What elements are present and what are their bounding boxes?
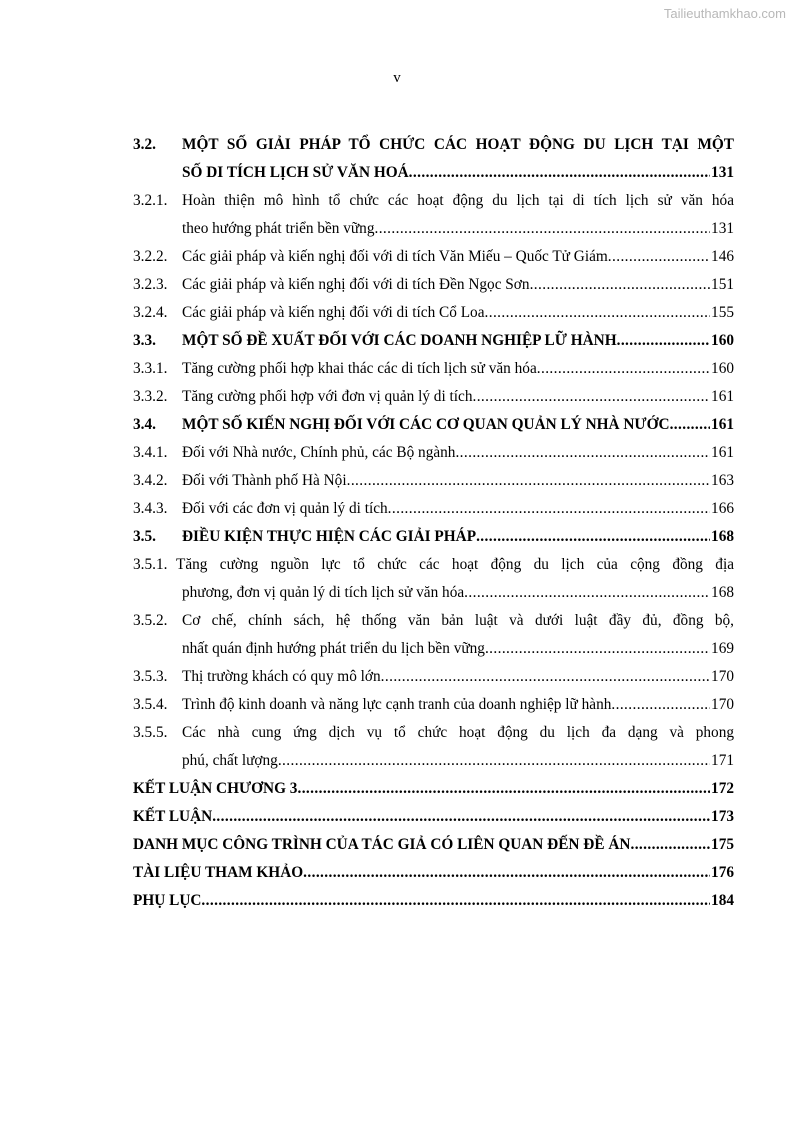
toc-number: 3.2.3.: [133, 276, 168, 293]
toc-page: 166: [711, 500, 734, 517]
toc-title: Hoàn thiện mô hình tổ chức các hoạt động du lịch tại di tích lịch sử văn hóa: [182, 192, 734, 209]
toc-title: KẾT LUẬN CHƯƠNG 3: [133, 780, 298, 797]
toc-leader: [455, 439, 710, 467]
toc-page: 176: [711, 864, 734, 881]
toc-number: 3.4.1.: [133, 444, 168, 461]
toc-page: 146: [711, 248, 734, 265]
toc-number: 3.2.: [133, 136, 156, 153]
toc-entry-3-5-1[interactable]: [133, 551, 734, 579]
toc-number: 3.2.4.: [133, 304, 168, 321]
toc-title: Các giải pháp và kiến nghị đối với di tích Cổ Loa: [182, 304, 485, 321]
toc-title: Các giải pháp và kiến nghị đối với di tích Văn Miếu – Quốc Tử Giám: [182, 248, 608, 265]
toc-title: TÀI LIỆU THAM KHẢO: [133, 864, 304, 881]
toc-title: Thị trường khách có quy mô lớn: [182, 668, 381, 685]
toc-entry-3-5-4[interactable]: [133, 691, 734, 719]
toc-leader: [381, 663, 710, 691]
toc-number: 3.4.: [133, 416, 156, 433]
toc-title: KẾT LUẬN: [133, 808, 213, 825]
toc-entry-3-5-3[interactable]: [133, 663, 734, 691]
toc-leader: [297, 775, 710, 803]
toc-leader: [537, 355, 710, 383]
toc-page: 161: [711, 388, 734, 405]
toc-title: Các giải pháp và kiến nghị đối với di tích Đền Ngọc Sơn: [182, 276, 530, 293]
toc-entry-3-4-1[interactable]: [133, 439, 734, 467]
toc-page: 161: [711, 444, 734, 461]
toc-number: 3.4.2.: [133, 472, 168, 489]
toc-page: 160: [711, 360, 734, 377]
toc-entry-3-2-cont[interactable]: [133, 159, 734, 187]
toc-entry-ket-luan-chuong-3[interactable]: [133, 775, 734, 803]
toc-leader: [409, 159, 710, 187]
toc-page: 131: [711, 164, 734, 181]
toc-leader: [212, 803, 710, 831]
toc-leader: [530, 271, 710, 299]
toc-leader: [303, 859, 710, 887]
toc-page: 161: [711, 416, 734, 433]
toc-leader: [670, 411, 710, 439]
toc-number: 3.2.2.: [133, 248, 168, 265]
toc-leader: [485, 635, 710, 663]
toc-leader: [347, 467, 710, 495]
toc-entry-3-3[interactable]: [133, 327, 734, 355]
toc-page: 171: [711, 752, 734, 769]
toc-page: 184: [711, 892, 734, 909]
toc-leader: [608, 243, 710, 271]
toc-entry-3-5-5-cont[interactable]: [133, 747, 734, 775]
toc-leader: [476, 523, 710, 551]
toc-title: Trình độ kinh doanh và năng lực cạnh tranh của doanh nghiệp lữ hành: [182, 696, 612, 713]
toc-number: 3.2.1.: [133, 192, 168, 209]
toc-page: 173: [711, 808, 734, 825]
toc-title: Tăng cường phối hợp khai thác các di tích lịch sử văn hóa: [182, 360, 537, 377]
toc-title: ĐIỀU KIỆN THỰC HIỆN CÁC GIẢI PHÁP: [182, 528, 477, 545]
toc-entry-3-4[interactable]: [133, 411, 734, 439]
toc-entry-tai-lieu-tham-khao[interactable]: [133, 859, 734, 887]
toc-leader: [472, 383, 710, 411]
toc-leader: [485, 299, 711, 327]
toc-entry-3-2-4[interactable]: [133, 299, 734, 327]
toc-leader: [464, 579, 710, 607]
toc-title: nhất quán định hướng phát triển du lịch bền vững: [182, 640, 485, 657]
toc-leader: [611, 691, 710, 719]
toc-entry-phu-luc[interactable]: [133, 887, 734, 915]
toc-entry-3-2-1-cont[interactable]: [133, 215, 734, 243]
toc-page: 155: [711, 304, 734, 321]
toc-page: 163: [711, 472, 734, 489]
toc-title: MỘT SỐ ĐỀ XUẤT ĐỐI VỚI CÁC DOANH NGHIỆP LỮ HÀNH: [182, 332, 617, 349]
page-number: v: [393, 70, 401, 86]
toc-leader: [278, 747, 710, 775]
toc-number: 3.5.2.: [133, 612, 168, 629]
toc-entry-3-4-3[interactable]: [133, 495, 734, 523]
toc-title: MỘT SỐ GIẢI PHÁP TỔ CHỨC CÁC HOẠT ĐỘNG DU LỊCH TẠI MỘT: [182, 136, 734, 153]
toc-number: 3.3.: [133, 332, 156, 349]
toc-entry-3-2[interactable]: [133, 131, 734, 159]
toc-page: 168: [711, 528, 734, 545]
toc-title: Đối với Nhà nước, Chính phủ, các Bộ ngành: [182, 444, 456, 461]
toc-page: 131: [711, 220, 734, 237]
toc-page: 170: [711, 696, 734, 713]
toc-page: 175: [711, 836, 734, 853]
toc-entry-danh-muc-cong-trinh[interactable]: [133, 831, 734, 859]
toc-title: theo hướng phát triển bền vững: [182, 220, 375, 237]
toc-title: Đối với Thành phố Hà Nội: [182, 472, 347, 489]
toc-leader: [617, 327, 710, 355]
watermark: Tailieuthamkhao.com: [663, 6, 786, 21]
table-of-contents: [133, 131, 734, 915]
toc-title: SỐ DI TÍCH LỊCH SỬ VĂN HOÁ: [182, 164, 409, 181]
toc-page: 170: [711, 668, 734, 685]
toc-entry-3-5-2-cont[interactable]: [133, 635, 734, 663]
toc-entry-3-5-2[interactable]: [133, 607, 734, 635]
toc-number: 3.5.4.: [133, 696, 168, 713]
toc-number: 3.3.2.: [133, 388, 168, 405]
toc-title: phương, đơn vị quản lý di tích lịch sử văn hóa: [182, 584, 465, 601]
toc-entry-3-2-1[interactable]: [133, 187, 734, 215]
toc-title: DANH MỤC CÔNG TRÌNH CỦA TÁC GIẢ CÓ LIÊN QUAN ĐẾN ĐỀ ÁN: [133, 836, 631, 853]
toc-number: 3.5.3.: [133, 668, 168, 685]
toc-page: 151: [711, 276, 734, 293]
toc-title: PHỤ LỤC: [133, 892, 202, 909]
toc-title: Tăng cường phối hợp với đơn vị quản lý di tích: [182, 388, 473, 405]
toc-title: Tăng cường nguồn lực tổ chức các hoạt động du lịch của cộng đồng địa: [176, 556, 734, 573]
toc-entry-3-2-2[interactable]: [133, 243, 734, 271]
toc-title: Cơ chế, chính sách, hệ thống văn bản luật và dưới luật đầy đủ, đồng bộ,: [182, 612, 734, 629]
toc-leader: [374, 215, 710, 243]
toc-entry-3-5[interactable]: [133, 523, 734, 551]
toc-number: 3.5.1.: [133, 556, 168, 573]
toc-number: 3.3.1.: [133, 360, 168, 377]
toc-title: Đối với các đơn vị quản lý di tích: [182, 500, 388, 517]
toc-leader: [388, 495, 710, 523]
toc-leader: [201, 887, 710, 915]
toc-entry-3-3-1[interactable]: [133, 355, 734, 383]
toc-entry-3-5-5[interactable]: [133, 719, 734, 747]
toc-number: 3.4.3.: [133, 500, 168, 517]
toc-leader: [630, 831, 710, 859]
toc-page: 172: [711, 780, 734, 797]
toc-page: 160: [711, 332, 734, 349]
toc-title: MỘT SỐ KIẾN NGHỊ ĐỐI VỚI CÁC CƠ QUAN QUẢN LÝ NHÀ NƯỚC: [182, 416, 670, 433]
toc-title: Các nhà cung ứng dịch vụ tổ chức hoạt động du lịch đa dạng và phong: [182, 724, 734, 741]
toc-entry-3-3-2[interactable]: [133, 383, 734, 411]
toc-entry-3-4-2[interactable]: [133, 467, 734, 495]
toc-entry-ket-luan[interactable]: [133, 803, 734, 831]
toc-number: 3.5.5.: [133, 724, 168, 741]
toc-page: 169: [711, 640, 734, 657]
toc-number: 3.5.: [133, 528, 156, 545]
toc-title: phú, chất lượng: [182, 752, 278, 769]
toc-page: 168: [711, 584, 734, 601]
toc-entry-3-2-3[interactable]: [133, 271, 734, 299]
toc-entry-3-5-1-cont[interactable]: [133, 579, 734, 607]
